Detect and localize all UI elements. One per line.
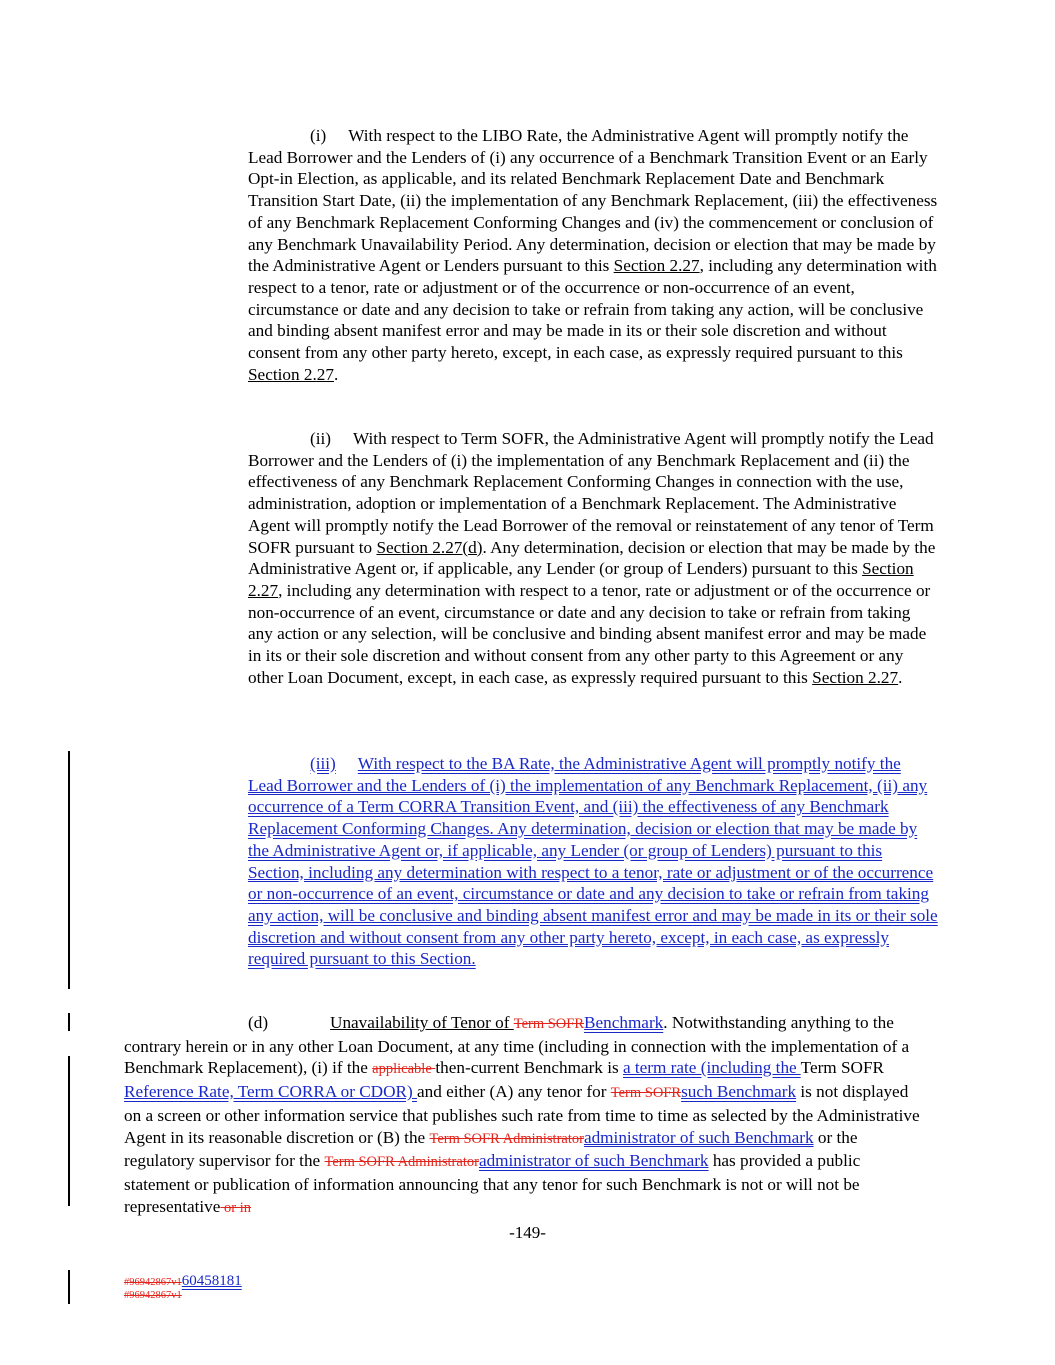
paragraph-iii-inserted: (iii) With respect to the BA Rate, the Administrative Agent will promptly notify the Lead Borrower and the Lenders of (i) the implementation of any Benchmark Replacement, (ii) any occurrence of a Term CORRA Transition Event, and (iii) the effectiveness of any Benchmark Replacement Conforming Changes. Any determination, decision or election that may be made by the Administrative Agent or, if applicable, any Lender (or group of Lenders) pursuant to this Section, including any determination with respect to a tenor, rate or adjustment or of the occurrence or non-occurrence of an event, circumstance or date and any decision to take or refrain from taking any action, will be conclusive and binding absent manifest error and may be made in its or their sole discretion and without consent from any other party hereto, except, in each case, as expressly required pursuant to this Section. (248, 754, 938, 969)
para-iii-number: (iii) (310, 754, 336, 773)
change-bar (68, 1013, 70, 1031)
paragraph-i: (i) With respect to the LIBO Rate, the Administrative Agent will promptly notify the Lead Borrower and the Lenders of (i) any occurrence of a Benchmark Transition Event or an Early Opt-in Election, as applicable, and its related Benchmark Replacement Date and Benchmark Transition Start Date, (ii) the implementation of any Benchmark Replacement, (iii) the effectiveness of any Benchmark Replacement Conforming Changes and (iv) the commencement or conclusion of any Benchmark Unavailability Period. Any determination, decision or election that may be made by the Administrative Agent or Lenders pursuant to this Section 2.27, including any determination with respect to a tenor, rate or adjustment or of the occurrence or non-occurrence of an event, circumstance or date and any decision to take or refrain from taking any action, will be conclusive and binding absent manifest error and may be made in its or their sole discretion and without consent from any other party hereto, except, in each case, as expressly required pursuant to this Section 2.27. (248, 126, 938, 384)
inserted-text: administrator of such Benchmark (583, 1127, 814, 1147)
deleted-text: or in (220, 1199, 251, 1216)
para-ii-number: (ii) (310, 429, 331, 448)
section-ref: Section 2.27 (613, 256, 700, 276)
section-ref: Section 2.27 (248, 559, 914, 600)
inserted-text: Benchmark (584, 1013, 664, 1032)
change-bar (68, 1270, 70, 1304)
page-number: -149- (509, 1223, 546, 1242)
section-ref: Section 2.27 (812, 667, 899, 687)
deleted-text: Term SOFR (610, 1085, 682, 1102)
paragraph-d: (d) Unavailability of Tenor of Term SOFRBenchmark. Notwithstanding anything to the contrary herein or in any other Loan Document, at any time (including in connection with the implementation of a Benchmark Replacement), (i) if the applicable then-current Benchmark is a term rate (including the Term SOFR Reference Rate, Term CORRA or CDOR) and either (A) any tenor for Term SOFRsuch Benchmark is not displayed on a screen or other information service that publishes such rate from time to time as selected by the Administrative Agent in its reasonable discretion or (B) the Term SOFR Administratoradministrator of such Benchmark or the regulatory supervisor for the Term SOFR Administratoradministrator of such Benchmark has provided a public statement or publication of information announcing that any tenor for such Benchmark is not or will not be representative or in (124, 1013, 920, 1216)
para-d-number: (d) (248, 1013, 269, 1032)
deleted-text: Term SOFR Administrator (429, 1130, 584, 1147)
inserted-text: such Benchmark (681, 1082, 797, 1102)
footer-deleted-ref-2: #96942867v1 (124, 1290, 182, 1301)
change-bar (68, 751, 70, 989)
deleted-text: applicable (372, 1061, 436, 1078)
inserted-text: administrator of such Benchmark (478, 1151, 709, 1171)
inserted-text: Reference Rate, Term CORRA or CDOR) (124, 1082, 417, 1102)
section-ref: Section 2.27(d) (376, 537, 483, 557)
footer-inserted-ref: 60458181 (181, 1273, 242, 1289)
change-bar (68, 1056, 70, 1206)
para-i-number: (i) (310, 126, 327, 145)
paragraph-ii: (ii) With respect to Term SOFR, the Administrative Agent will promptly notify the Lead Borrower and the Lenders of (i) the implementation of any Benchmark Replacement and (ii) the effectiveness of any Benchmark Replacement Conforming Changes in connection with the use, administration, adoption or implementation of a Benchmark Replacement. The Administrative Agent will promptly notify the Lead Borrower of the removal or reinstatement of any tenor of Term SOFR pursuant to Section 2.27(d). Any determination, decision or election that may be made by the Administrative Agent or, if applicable, any Lender (or group of Lenders) pursuant to this Section 2.27, including any determination with respect to a tenor, rate or adjustment or of the occurrence or non-occurrence of an event, circumstance or date and any decision to take or refrain from taking any action or any selection, will be conclusive and binding absent manifest error and may be made in its or their sole discretion and without consent from any other party to this Agreement or any other Loan Document, except, in each case, as expressly required pursuant to this Section 2.27. (248, 429, 936, 687)
deleted-text: Term SOFR (513, 1016, 585, 1032)
section-ref: Section 2.27 (248, 364, 334, 384)
para-d-heading: Unavailability of Tenor of (330, 1013, 514, 1032)
inserted-text: a term rate (including the (622, 1058, 801, 1078)
document-footer (124, 1272, 242, 1302)
footer-deleted-ref: #96942867v1 (124, 1277, 182, 1288)
deleted-text: Term SOFR Administrator (324, 1154, 479, 1171)
